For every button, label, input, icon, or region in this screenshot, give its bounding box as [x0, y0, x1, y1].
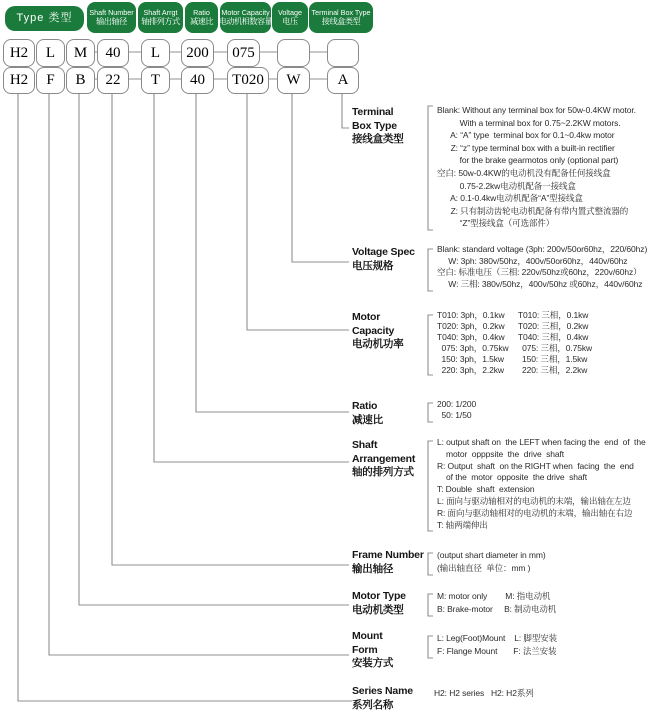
section-content-motor-type: M: motor only M: 指电动机 B: Brake-motor B: 制动电动机 [437, 591, 557, 614]
connector-motor-capacity [247, 92, 349, 330]
section-content-shaft-arrangement: L: output shaft on the LEFT when facing the end of the motor opppsite the drive shaft R: Output shaft on the RIGHT when facing the end of the motor opposite the drive shaft T: Double shaft extension L: 面向与驱动轴相对的电动机的末端，输出轴在左边 R: 面向与驱动轴相对的电动机的末端，输出轴在右边 T: 轴两端伸出 [437, 437, 646, 530]
section-label-motor-type: Motor Type 电动机类型 [352, 590, 406, 616]
section-content-terminal-box: Blank: Without any terminal box for 50w-0.4KW motor. With a terminal box for 0.75~2.2KW motors. A: “A” type terminal box for 0.1~0.4kw motor Z: “z” type terminal box with a built-in rectifier for the brake gearmotos only (optional part) 空白: 50w-0.4KW的电动机没有配备任何接线盒 0.75-2.2kw电动机配备一接线盒 A: 0.1-0.4kw电动机配备“A”型接线盒 Z: 只有制动齿轮电动机配备有带内置式整流器的 “Z”型接线盒（可选部件） [437, 105, 636, 229]
section-label-ratio: Ratio 减速比 [352, 400, 383, 426]
section-label-shaft-arrangement: Shaft Arrangement 轴的排列方式 [352, 439, 416, 478]
code-box-row2-terminal: A [327, 67, 359, 94]
section-content-motor-capacity: T010: 3ph，0.1kw T010: 三相，0.1kw T020: 3ph，0.2kw T020: 三相，0.2kw T040: 3ph，0.4kw T040: 三相，0.4kw 075: 3ph，0.75kw 075: 三相，0.75kw 150: 3ph，1.5kw 150: 三相，1.5kw 220: 3ph，2.2kw 220: 三相，2.2kw [437, 310, 593, 375]
code-box-row1-shaft: L [141, 39, 170, 67]
code-box-row2-motor: B [66, 67, 95, 94]
section-content-ratio: 200: 1/200 50: 1/50 [437, 399, 477, 421]
code-box-row1-mount: L [36, 39, 65, 67]
code-box-row1-motor: M [66, 39, 95, 67]
connector-shaft-arrangement [154, 92, 349, 462]
header-tag-shaft-number: Shaft Number 输出轴径 [87, 2, 136, 33]
code-box-row1-series: H2 [3, 39, 35, 67]
connector-ratio [196, 92, 349, 412]
section-content-series-name: H2: H2 series H2: H2系列 [434, 688, 534, 698]
section-content-frame-number: (output shart diameter in mm) (输出轴直径 单位：mm ) [437, 550, 546, 573]
connector-mount-form [49, 92, 349, 655]
section-label-terminal-box: Terminal Box Type 接线盒类型 [352, 106, 404, 145]
connector-series-name [18, 92, 352, 701]
header-tag-motor-capacity: Motor Capacity 电动机相数容量 [220, 2, 271, 33]
code-box-row1-frame: 40 [97, 39, 129, 67]
section-label-mount-form: Mount Form 安装方式 [352, 630, 394, 669]
connector-voltage [292, 92, 349, 262]
section-label-series-name: Series Name 系列名称 [352, 685, 413, 711]
code-box-row2-frame: 22 [97, 67, 129, 94]
connector-terminal-box [342, 92, 349, 128]
code-box-row1-terminal [327, 39, 359, 67]
code-box-row1-ratio: 200 [181, 39, 214, 67]
header-tag-type: Type 类型 [5, 6, 84, 31]
code-box-row2-mount: F [36, 67, 65, 94]
header-tag-ratio: Ratio 减速比 [185, 2, 218, 33]
connector-frame-number [112, 92, 349, 565]
code-box-row2-capacity: T020 [227, 67, 269, 94]
header-tag-voltage: Voltage 电压 [272, 2, 308, 33]
code-box-row2-shaft: T [141, 67, 170, 94]
section-content-mount-form: L: Leg(Foot)Mount L: 脚型安装 F: Flange Mount F: 法兰安装 [437, 633, 558, 656]
header-tag-terminal-box: Terminal Box Type 接线盒类型 [309, 2, 373, 33]
section-label-voltage-spec: Voltage Spec 电压规格 [352, 246, 415, 272]
code-box-row1-voltage [277, 39, 310, 67]
code-box-row2-voltage: W [277, 67, 310, 94]
connector-motor-type [79, 92, 349, 605]
header-tag-shaft-arrgt: Shaft Arrgt 轴排列方式 [138, 2, 183, 33]
code-box-row2-ratio: 40 [181, 67, 214, 94]
code-box-row1-capacity: 075 [227, 39, 260, 67]
section-label-motor-capacity: Motor Capacity 电动机功率 [352, 311, 404, 350]
code-box-row2-series: H2 [3, 67, 35, 94]
section-content-voltage-spec: Blank: standard voltage (3ph: 200v/50or60hz，220/60hz) W: 3ph: 380v/50hz，400v/50or60hz，440v/60hz 空白: 标准电压（三相: 220v/50hz或60hz，220v/60hz） W: 三相: 380v/50hz，400v/50hz 或60hz，440v/60hz [437, 244, 648, 290]
section-label-frame-number: Frame Number 输出轴径 [352, 549, 424, 575]
